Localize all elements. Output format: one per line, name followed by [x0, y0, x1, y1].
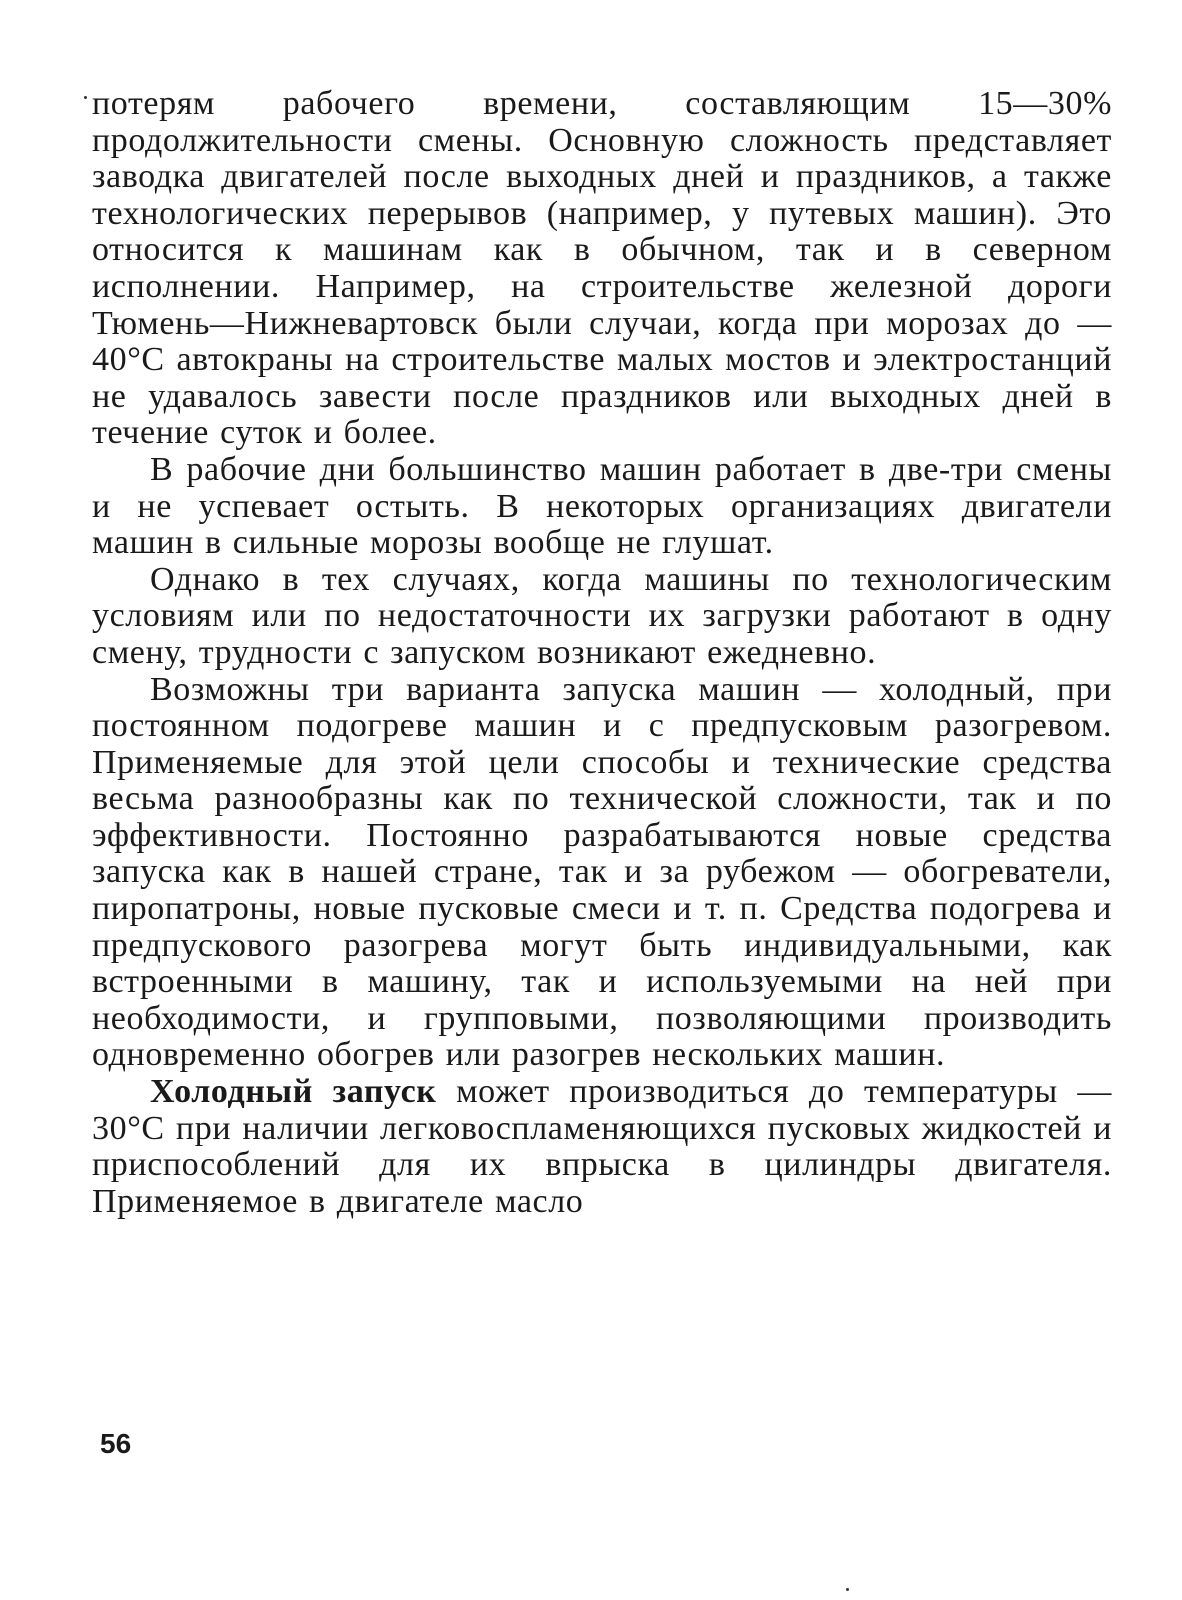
paragraph-continuation: потерям рабочего времени, составляющим 15—30% продолжительности смены. Основную сложность представляет заводка двигателей после выходных дней и праздников, а также технологических перерывов (например, у путевых машин). Это относится к машинам как в обычном, так и в северном исполнении. Например, на строительстве железной дороги Тюмень—Нижневартовск были случаи, когда при морозах до —40°С автокраны на строительстве малых мостов и электростанций не удавалось завести после праздников или выходных дней в течение суток и более.: [92, 85, 1112, 452]
page-number: 56: [100, 1428, 132, 1459]
cold-start-heading: Холодный запуск: [150, 1073, 437, 1111]
paragraph-start-variants: Возможны три варианта запуска машин — холодный, при постоянном подогреве машин и с предпусковым разогревом. Применяемые для этой цели способы и технические средства весьма разнообразны как по технической сложности, так и по эффективности. Постоянно разрабатываются новые средства запуска как в нашей стране, так и за рубежом — обогреватели, пиропатроны, новые пусковые смеси и т. п. Средства подогрева и предпускового разогрева могут быть индивидуальными, как встроенными в машину, так и используемыми на ней при необходимости, и групповыми, позволяющими производить одновременно обогрев или разогрев нескольких машин.: [92, 670, 1112, 1074]
scan-speck: [846, 1588, 849, 1591]
cold-start-text: может производиться до температуры —30°С при наличии легковоспламеняющихся пусковых жидкостей и приспособлений для их впрыска в цилиндры двигателя. Применяемое в двигателе масло: [92, 1073, 1112, 1220]
paragraph-cold-start: [92, 1074, 1112, 1220]
scan-speck: [84, 96, 87, 99]
paragraph-working-days: В рабочие дни большинство машин работает в две-три смены и не успевает остыть. В некоторых организациях двигатели машин в сильные морозы вообще не глушат.: [92, 450, 1112, 562]
paragraph-single-shift: Однако в тех случаях, когда машины по технологическим условиям или по недостаточности их загрузки работают в одну смену, трудности с запуском возникают ежедневно.: [92, 560, 1112, 671]
page-body: [92, 86, 1112, 1220]
